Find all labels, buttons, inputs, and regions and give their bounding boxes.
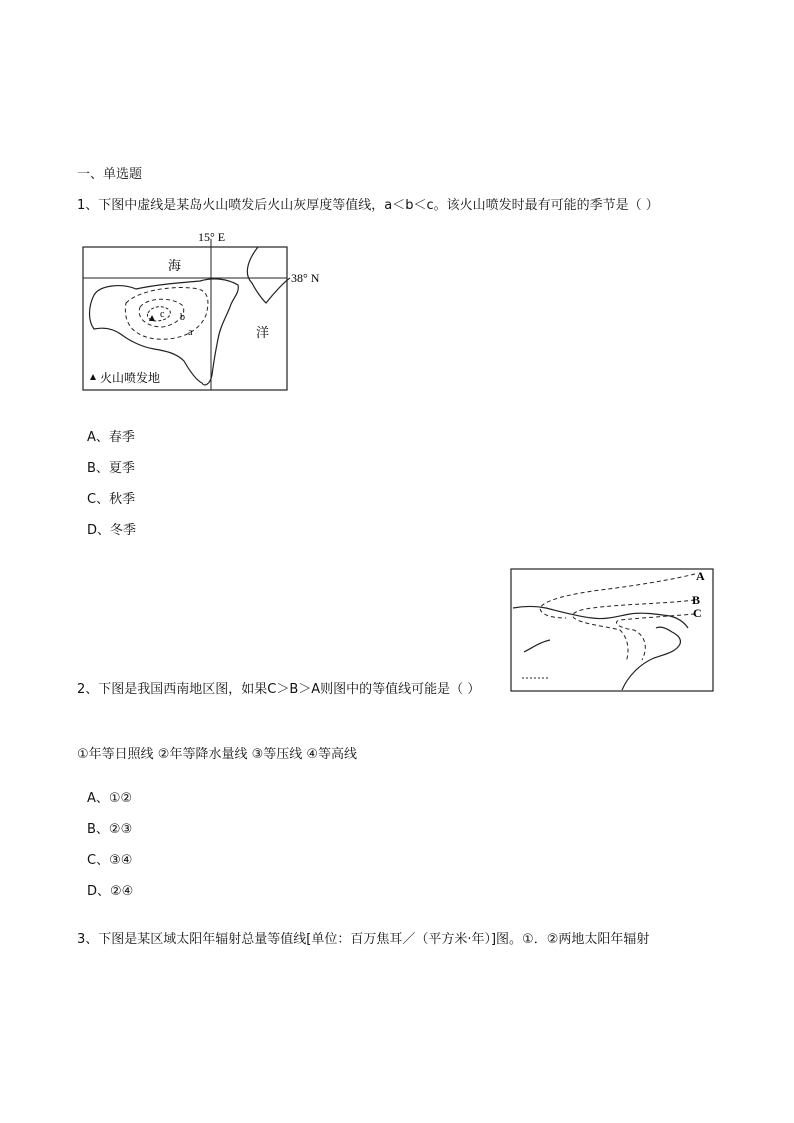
q2-option-b[interactable]: B、②③ — [87, 822, 133, 837]
q2-option-a[interactable]: A、①② — [87, 791, 133, 806]
legend-label: 火山喷发地 — [100, 371, 161, 385]
contour-c-label: c — [160, 309, 165, 320]
ocean-label: 洋 — [256, 326, 270, 341]
q1-option-c[interactable]: C、秋季 — [87, 492, 136, 507]
contour-c-label: C — [693, 606, 702, 620]
section-title: 一、单选题 — [77, 167, 143, 182]
q1-option-b[interactable]: B、夏季 — [87, 461, 135, 476]
contour-a-label: A — [696, 569, 705, 583]
volcano-marker-icon — [149, 315, 155, 321]
q1-option-a[interactable]: A、春季 — [87, 430, 135, 445]
longitude-label: 15° E — [198, 230, 226, 244]
question-2-statements: ①年等日照线 ②年等降水量线 ③等压线 ④等高线 — [77, 747, 358, 762]
question-1-stem: 1、下图中虚线是某岛火山喷发后火山灰厚度等值线，a＜b＜c。该火山喷发时最有可能的季节是（ ） — [77, 198, 659, 213]
contour-a-label: a — [188, 327, 193, 338]
question-2-stem: 2、下图是我国西南地区图，如果C＞B＞A则图中的等值线可能是（ ） — [77, 682, 481, 697]
question-2-map — [510, 568, 715, 693]
sea-label: 海 — [168, 259, 182, 274]
legend-volcano-icon — [90, 374, 96, 380]
contour-b-label: b — [180, 312, 185, 323]
question-3-stem: 3、下图是某区域太阳年辐射总量等值线[单位：百万焦耳／（平方米·年）]图。①．②两地太阳年辐射 — [77, 932, 650, 947]
contour-b-label: B — [692, 593, 701, 607]
question-1-map — [80, 225, 330, 395]
latitude-label: 38° N — [291, 271, 320, 285]
q1-option-d[interactable]: D、冬季 — [87, 523, 137, 538]
q2-option-d[interactable]: D、②④ — [87, 884, 134, 899]
q2-option-c[interactable]: C、③④ — [87, 853, 133, 868]
